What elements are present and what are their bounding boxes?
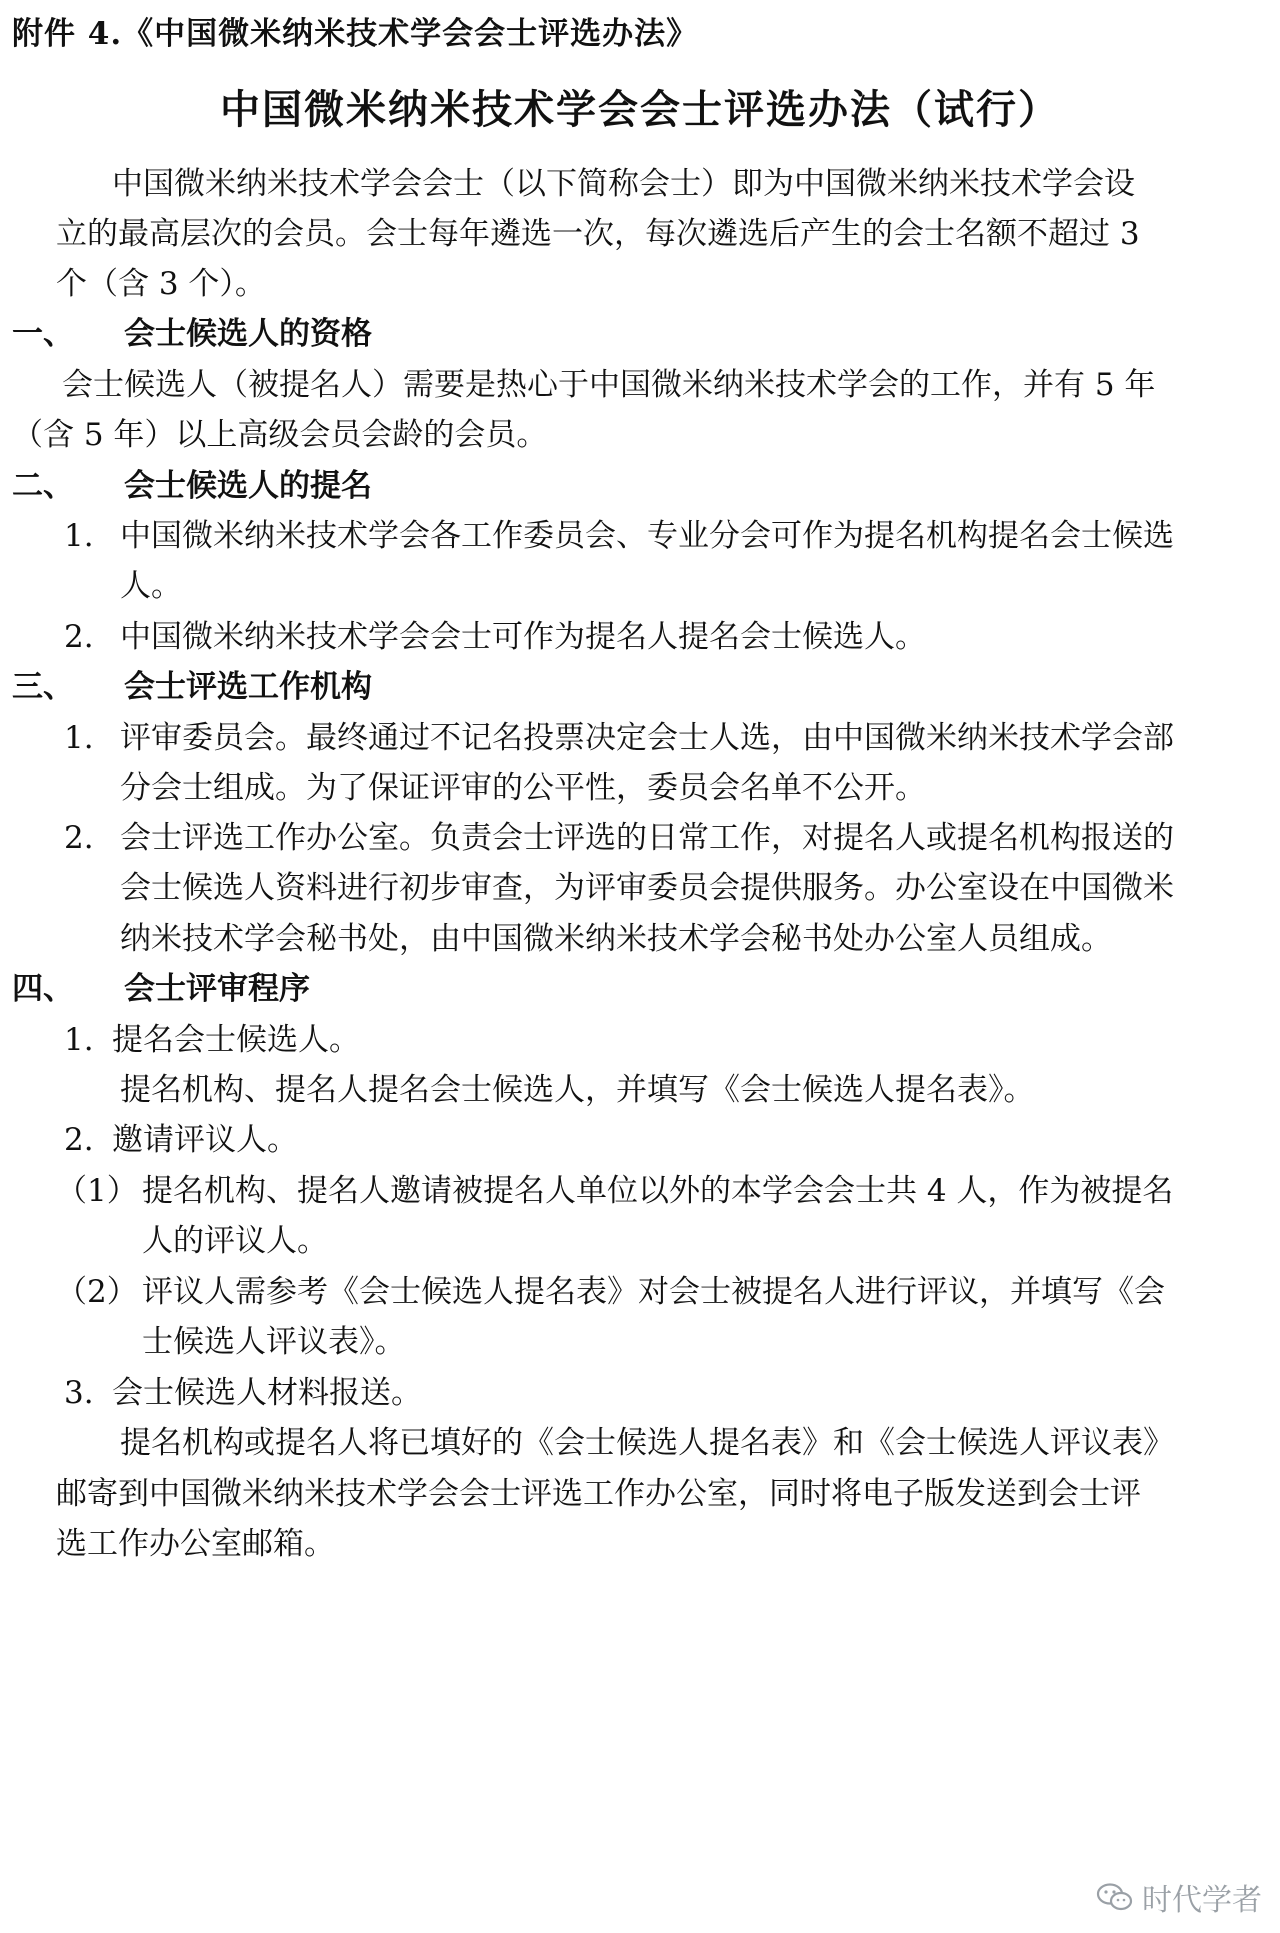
s4-step-1-text: 提名机构、提名人提名会士候选人，并填写《会士候选人提名表》。 (120, 1072, 1035, 1108)
section-heading-2 (12, 466, 372, 506)
section-label: 会士候选人的资格 (124, 316, 372, 352)
document-title: 中国微米纳米技术学会会士评选办法（试行） (220, 86, 1060, 133)
s4-step-1 (64, 1020, 360, 1060)
s4-sub-2-cont: 士候选人评议表》。 (142, 1324, 406, 1360)
step-number: 1. (64, 1022, 94, 1058)
intro-line-2: 立的最高层次的会员。会士每年遴选一次，每次遴选后产生的会士名额不超过 3 (56, 216, 1140, 252)
attachment-header: 附件 4.《中国微米纳米技术学会会士评选办法》 (12, 16, 699, 52)
step-number: 2. (64, 1122, 94, 1158)
sub-number: （2） (56, 1274, 138, 1310)
section-label: 会士候选人的提名 (124, 468, 372, 504)
item-text: 中国微米纳米技术学会各工作委员会、专业分会可作为提名机构提名会士候选 (120, 518, 1174, 554)
section-number: 二、 (12, 468, 74, 504)
sub-number: （1） (56, 1173, 138, 1209)
s3-item-1-cont: 分会士组成。为了保证评审的公平性，委员会名单不公开。 (120, 770, 926, 806)
step-label: 提名会士候选人。 (112, 1022, 360, 1058)
s2-item-1-cont: 人。 (120, 568, 182, 604)
s2-item-2 (64, 617, 926, 657)
s4-step-3-text-3: 选工作办公室邮箱。 (56, 1526, 335, 1562)
s1-text-line-2: （含 5 年）以上高级会员会龄的会员。 (12, 417, 548, 453)
item-text: 评审委员会。最终通过不记名投票决定会士人选，由中国微米纳米技术学会部 (120, 720, 1174, 756)
item-number: 1. (64, 518, 94, 554)
s4-step-3-text-1: 提名机构或提名人将已填好的《会士候选人提名表》和《会士候选人评议表》 (120, 1425, 1174, 1461)
section-heading-3 (12, 667, 372, 707)
step-label: 邀请评议人。 (112, 1122, 298, 1158)
s3-item-2-cont-1: 会士候选人资料进行初步审查，为评审委员会提供服务。办公室设在中国微米 (120, 870, 1174, 906)
wechat-icon (1096, 1882, 1134, 1912)
s4-step-3 (64, 1373, 422, 1413)
item-number: 1. (64, 720, 94, 756)
s4-sub-1 (56, 1171, 1173, 1211)
item-number: 2. (64, 619, 94, 655)
s1-text-line-1: 会士候选人（被提名人）需要是热心于中国微米纳米技术学会的工作，并有 5 年 (62, 367, 1156, 403)
section-label: 会士评审程序 (124, 971, 310, 1007)
step-label: 会士候选人材料报送。 (112, 1375, 422, 1411)
item-number: 2. (64, 820, 94, 856)
s3-item-1 (64, 718, 1174, 758)
item-text: 中国微米纳米技术学会会士可作为提名人提名会士候选人。 (120, 619, 926, 655)
s4-step-3-text-2: 邮寄到中国微米纳米技术学会会士评选工作办公室，同时将电子版发送到会士评 (56, 1476, 1141, 1512)
s3-item-2 (64, 818, 1174, 858)
section-number: 三、 (12, 669, 74, 705)
section-number: 四、 (12, 971, 74, 1007)
section-label: 会士评选工作机构 (124, 669, 372, 705)
watermark-text: 时代学者 (1142, 1883, 1262, 1918)
intro-line-1: 中国微米纳米技术学会会士（以下简称会士）即为中国微米纳米技术学会设 (112, 166, 1135, 202)
s4-sub-1-cont: 人的评议人。 (142, 1223, 328, 1259)
section-heading-4 (12, 969, 310, 1009)
sub-text: 提名机构、提名人邀请被提名人单位以外的本学会会士共 4 人，作为被提名 (142, 1173, 1174, 1209)
section-heading-1 (12, 314, 372, 354)
intro-line-3: 个（含 3 个）。 (56, 266, 266, 302)
item-text: 会士评选工作办公室。负责会士评选的日常工作，对提名人或提名机构报送的 (120, 820, 1174, 856)
section-number: 一、 (12, 316, 74, 352)
watermark (1096, 1875, 1262, 1919)
s2-item-1 (64, 516, 1174, 556)
s4-sub-2 (56, 1272, 1165, 1312)
s4-step-2 (64, 1120, 298, 1160)
step-number: 3. (64, 1375, 94, 1411)
s3-item-2-cont-2: 纳米技术学会秘书处，由中国微米纳米技术学会秘书处办公室人员组成。 (120, 921, 1112, 957)
sub-text: 评议人需参考《会士候选人提名表》对会士被提名人进行评议，并填写《会 (142, 1274, 1165, 1310)
